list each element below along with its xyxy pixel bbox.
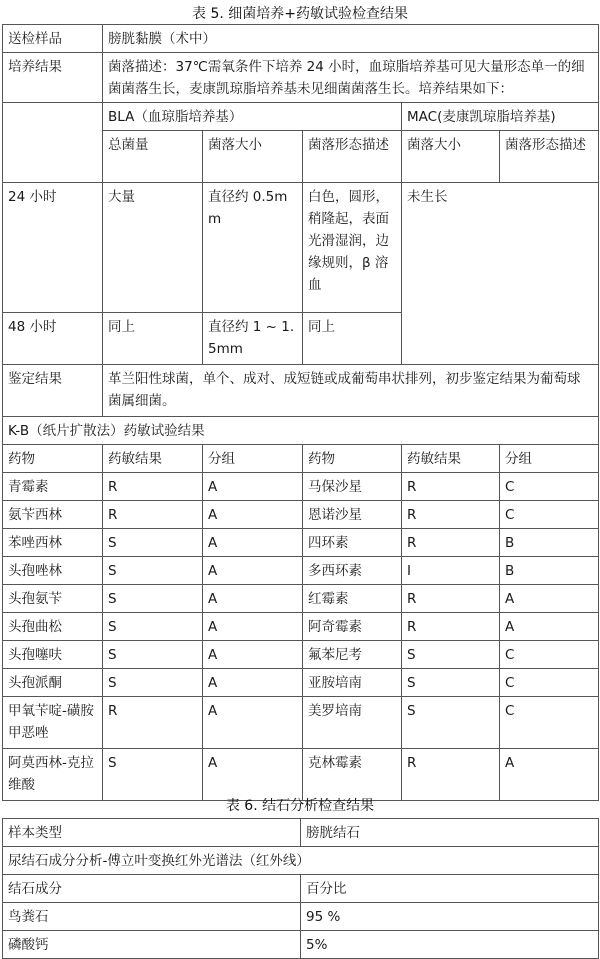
kb-result: S <box>103 585 203 613</box>
kb-header-cell: 分组 <box>500 445 599 473</box>
mac-header: MAC(麦康凯琼脂培养基) <box>402 103 599 131</box>
kb-result: S <box>103 641 203 669</box>
kb-header-cell: 分组 <box>203 445 303 473</box>
kb-drug: 恩诺沙星 <box>303 501 402 529</box>
row48-total: 同上 <box>103 313 203 365</box>
kb-row <box>3 501 599 529</box>
col-morph: 菌落形态描述 <box>303 131 402 183</box>
kb-result: R <box>402 585 500 613</box>
kb-result: S <box>402 697 500 749</box>
kb-group: A <box>203 557 303 585</box>
kb-result: S <box>402 669 500 697</box>
kb-drug: 头孢唑林 <box>3 557 103 585</box>
stone-component: 鸟粪石 <box>3 903 301 931</box>
comp-label: 结石成分 <box>3 875 301 903</box>
sample-value: 膀胱黏膜（术中） <box>103 25 599 53</box>
kb-group: C <box>500 669 599 697</box>
col-mac-morph: 菌落形态描述 <box>500 131 599 183</box>
col-mac-size: 菌落大小 <box>402 131 500 183</box>
kb-drug: 苯唑西林 <box>3 529 103 557</box>
kb-result: R <box>402 473 500 501</box>
kb-drug: 阿莫西林-克拉维酸 <box>3 749 103 801</box>
kb-drug: 美罗培南 <box>303 697 402 749</box>
sample-label: 送检样品 <box>3 25 103 53</box>
kb-drug: 多西环素 <box>303 557 402 585</box>
kb-drug: 阿奇霉素 <box>303 613 402 641</box>
kb-row <box>3 585 599 613</box>
stone-row <box>3 931 599 959</box>
kb-group: A <box>203 697 303 749</box>
stone-percent: 5% <box>301 931 599 959</box>
kb-group: A <box>500 585 599 613</box>
kb-result: R <box>103 697 203 749</box>
kb-group: A <box>203 669 303 697</box>
row24-morph: 白色，圆形，稍隆起，表面光滑湿润，边缘规则，β 溶血 <box>303 183 402 313</box>
kb-drug: 头孢噻呋 <box>3 641 103 669</box>
kb-drug: 头孢派酮 <box>3 669 103 697</box>
kb-header-row <box>3 445 599 473</box>
kb-group: A <box>203 529 303 557</box>
kb-result: R <box>402 749 500 801</box>
kb-drug: 亚胺培南 <box>303 669 402 697</box>
kb-result: R <box>103 501 203 529</box>
kb-group: A <box>500 613 599 641</box>
bla-header: BLA（血琼脂培养基） <box>103 103 402 131</box>
kb-title: K-B（纸片扩散法）药敏试验结果 <box>3 417 599 445</box>
row24-total: 大量 <box>103 183 203 313</box>
kb-group: A <box>500 749 599 801</box>
kb-drug: 氨苄西林 <box>3 501 103 529</box>
col-size: 菌落大小 <box>203 131 303 183</box>
kb-result: R <box>402 529 500 557</box>
sample-type-label: 样本类型 <box>3 819 301 847</box>
kb-group: C <box>500 641 599 669</box>
row24-time: 24 小时 <box>3 183 103 313</box>
kb-result: S <box>103 529 203 557</box>
kb-result: I <box>402 557 500 585</box>
kb-row <box>3 749 599 801</box>
stone-row <box>3 903 599 931</box>
kb-row <box>3 557 599 585</box>
kb-group: C <box>500 697 599 749</box>
kb-row <box>3 473 599 501</box>
kb-drug: 马保沙星 <box>303 473 402 501</box>
kb-row <box>3 613 599 641</box>
kb-group: A <box>203 501 303 529</box>
kb-result: R <box>402 501 500 529</box>
kb-header-cell: 药敏结果 <box>402 445 500 473</box>
col-total: 总菌量 <box>103 131 203 183</box>
pct-label: 百分比 <box>301 875 599 903</box>
ident-label: 鉴定结果 <box>3 365 103 417</box>
kb-header-cell: 药物 <box>303 445 402 473</box>
kb-result: S <box>103 749 203 801</box>
row48-morph: 同上 <box>303 313 402 365</box>
kb-drug: 四环素 <box>303 529 402 557</box>
kb-group: B <box>500 557 599 585</box>
kb-result: S <box>402 641 500 669</box>
kb-drug: 甲氧苄啶-磺胺甲恶唑 <box>3 697 103 749</box>
kb-header-cell: 药敏结果 <box>103 445 203 473</box>
mac-result: 未生长 <box>402 183 599 365</box>
stone-percent: 95 % <box>301 903 599 931</box>
culture-text: 菌落描述：37℃需氧条件下培养 24 小时，血琼脂培养基可见大量形态单一的细菌菌落生长，麦康凯琼脂培养基未见细菌菌落生长。培养结果如下： <box>103 53 599 103</box>
table5-title: 表 5. 细菌培养+药敏试验检查结果 <box>192 6 408 22</box>
culture-table <box>2 24 599 801</box>
kb-result: S <box>103 669 203 697</box>
culture-label: 培养结果 <box>3 53 103 103</box>
stone-component: 磷酸钙 <box>3 931 301 959</box>
row48-time: 48 小时 <box>3 313 103 365</box>
row48-size: 直径约 1 ~ 1.5mm <box>203 313 303 365</box>
kb-drug: 红霉素 <box>303 585 402 613</box>
kb-row <box>3 641 599 669</box>
kb-drug: 青霉素 <box>3 473 103 501</box>
kb-drug: 头孢氨苄 <box>3 585 103 613</box>
table6-title: 表 6. 结石分析检查结果 <box>225 798 375 814</box>
kb-result: S <box>103 613 203 641</box>
method-text: 尿结石成分分析-傅立叶变换红外光谱法（红外线） <box>3 847 599 875</box>
kb-group: C <box>500 473 599 501</box>
kb-drug: 克林霉素 <box>303 749 402 801</box>
kb-group: A <box>203 473 303 501</box>
ident-text: 革兰阳性球菌，单个、成对、成短链或成葡萄串状排列，初步鉴定结果为葡萄球菌属细菌。 <box>103 365 599 417</box>
kb-group: C <box>500 501 599 529</box>
kb-result: R <box>402 613 500 641</box>
kb-row <box>3 669 599 697</box>
kb-group: B <box>500 529 599 557</box>
kb-header-cell: 药物 <box>3 445 103 473</box>
kb-group: A <box>203 641 303 669</box>
stone-table <box>2 818 599 959</box>
kb-row <box>3 529 599 557</box>
empty-corner <box>3 103 103 183</box>
kb-group: A <box>203 613 303 641</box>
kb-group: A <box>203 749 303 801</box>
row24-size: 直径约 0.5mm <box>203 183 303 313</box>
kb-group: A <box>203 585 303 613</box>
kb-drug: 头孢曲松 <box>3 613 103 641</box>
kb-result: S <box>103 557 203 585</box>
sample-type-value: 膀胱结石 <box>301 819 599 847</box>
kb-result: R <box>103 473 203 501</box>
kb-row <box>3 697 599 749</box>
kb-drug: 氟苯尼考 <box>303 641 402 669</box>
